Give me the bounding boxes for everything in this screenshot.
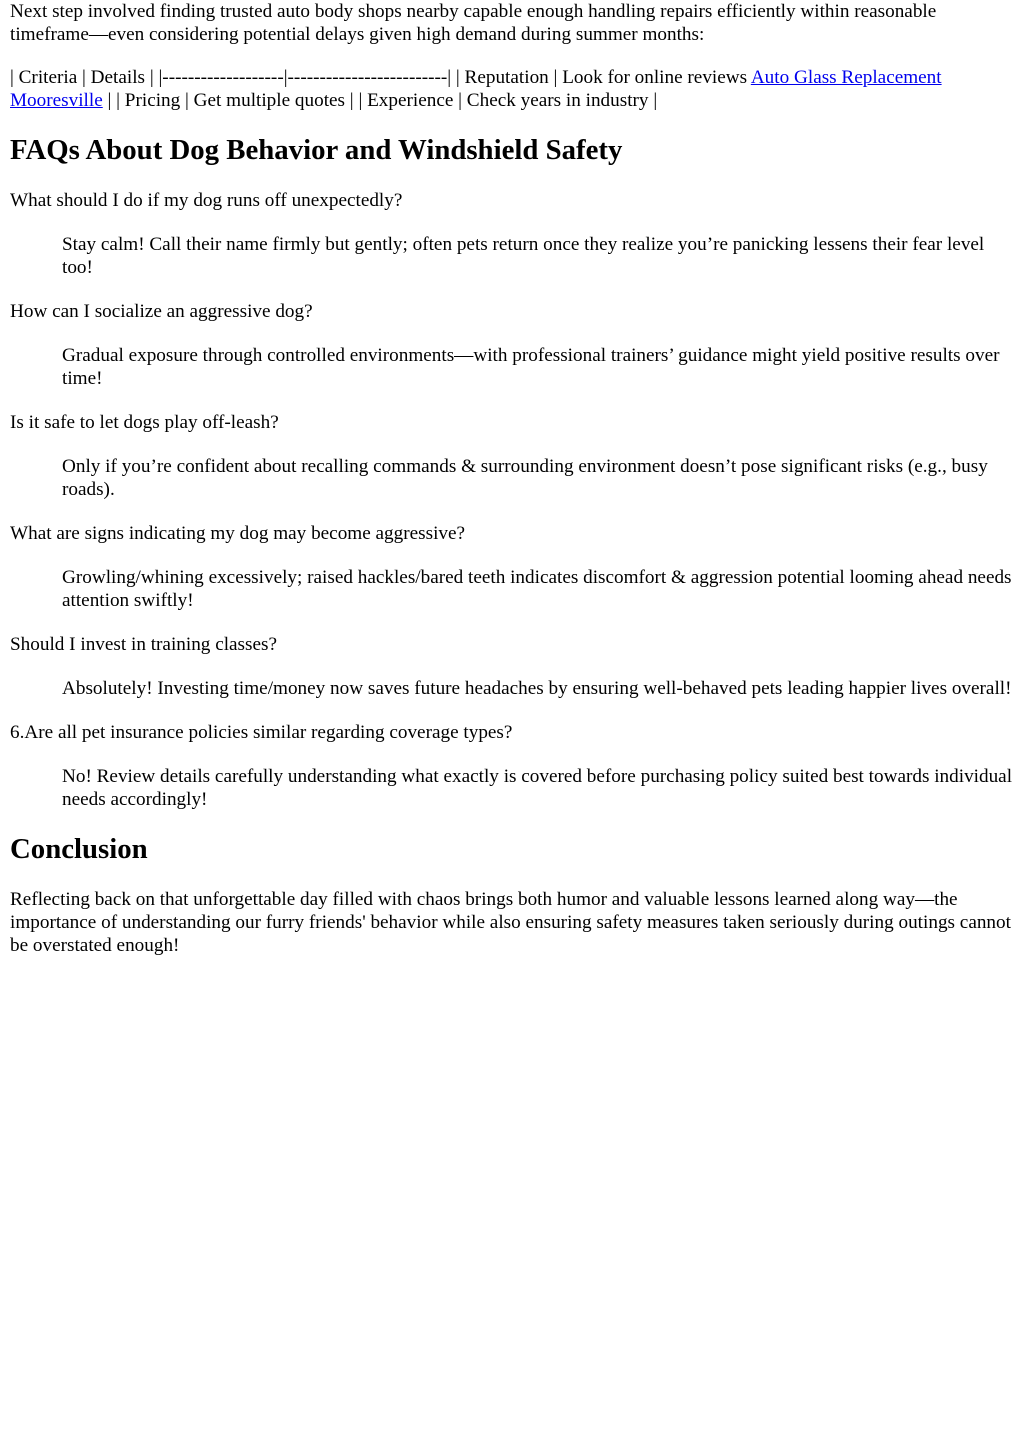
criteria-text-after-link: | | Pricing | Get multiple quotes | | Experience | Check years in industry | [102, 90, 658, 111]
faq-question: Should I invest in training classes? [10, 634, 277, 655]
criteria-table-text [10, 66, 1014, 112]
conclusion-heading: Conclusion [10, 833, 148, 865]
faq-answer: Growling/whining excessively; raised hackles/bared teeth indicates discomfort & aggression potential looming ahead needs attention swiftly! [62, 567, 1012, 611]
faq-question: What should I do if my dog runs off unexpectedly? [10, 190, 403, 211]
faq-question: What are signs indicating my dog may become aggressive? [10, 523, 466, 544]
faq-list [10, 189, 1014, 811]
faq-question: 6.Are all pet insurance policies similar regarding coverage types? [10, 722, 513, 743]
faq-answer: Only if you’re confident about recalling commands & surrounding environment doesn’t pose significant risks (e.g., busy roads). [62, 456, 988, 500]
faq-answer: Gradual exposure through controlled environments—with professional trainers’ guidance might yield positive results over time! [62, 345, 1000, 389]
faq-answer: Stay calm! Call their name firmly but gently; often pets return once they realize you’re panicking lessens their fear level too! [62, 234, 985, 278]
faq-answer: No! Review details carefully understanding what exactly is covered before purchasing policy suited best towards individual needs accordingly! [62, 766, 1013, 810]
conclusion-paragraph: Reflecting back on that unforgettable day filled with chaos brings both humor and valuable lessons learned along way—the importance of understanding our furry friends' behavior while also ensuring safety measures taken seriously during outings cannot be overstated enough! [10, 889, 1011, 956]
faq-answer: Absolutely! Investing time/money now saves future headaches by ensuring well-behaved pets leading happier lives overall! [62, 678, 1012, 699]
faq-question: Is it safe to let dogs play off-leash? [10, 412, 279, 433]
auto-glass-replacement-link[interactable]: Auto Glass Replacement Mooresville [10, 67, 942, 111]
faq-heading: FAQs About Dog Behavior and Windshield Safety [10, 134, 623, 166]
faq-question: How can I socialize an aggressive dog? [10, 301, 313, 322]
criteria-text-before-link: | Criteria | Details | |-------------------|-------------------------| | Reputation | Look for online reviews [10, 67, 751, 88]
intro-paragraph: Next step involved finding trusted auto body shops nearby capable enough handling repairs efficiently within reasonable timeframe—even considering potential delays given high demand during summer months: [10, 1, 937, 45]
